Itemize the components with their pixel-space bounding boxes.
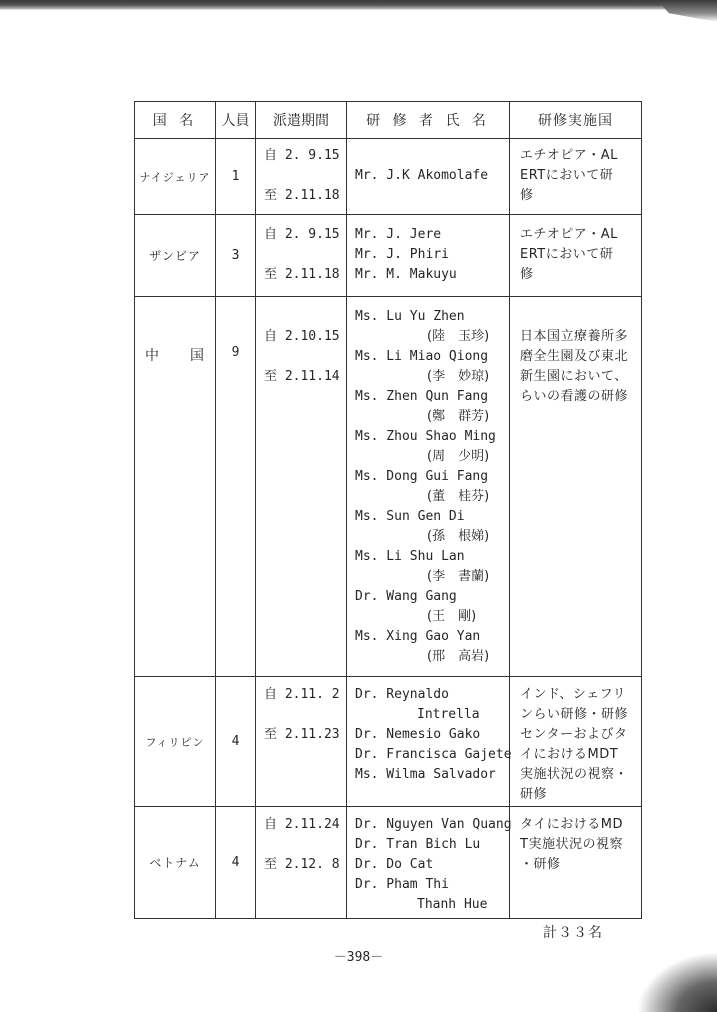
scan-edge-corner-top-right bbox=[657, 0, 717, 22]
place-line: 修 bbox=[520, 188, 534, 203]
count-cell: 4 bbox=[216, 677, 256, 807]
period-to: 至 2.12. 8 bbox=[264, 857, 340, 872]
place-cell bbox=[510, 807, 642, 919]
name-line: Ms. Li Miao Qiong bbox=[355, 349, 489, 364]
period-cell bbox=[256, 677, 347, 807]
name-line: Dr. Pham Thi bbox=[355, 877, 449, 892]
name-line: Dr. Reynaldo bbox=[355, 687, 449, 702]
period-to: 至 2.11.18 bbox=[264, 188, 340, 203]
place-cell bbox=[510, 139, 642, 215]
name-line: Dr. Francisca Gajete bbox=[355, 747, 512, 762]
trainee-roster-table bbox=[134, 101, 642, 919]
name-kanji-line: (李 書蘭) bbox=[427, 569, 490, 584]
period-from: 自 2. 9.15 bbox=[264, 227, 340, 242]
page-number: －398－ bbox=[333, 950, 384, 965]
period-from: 自 2.11. 2 bbox=[264, 687, 340, 702]
period-from: 自 2. 9.15 bbox=[264, 148, 340, 163]
total-count: 計３３名 bbox=[543, 925, 603, 941]
period-to: 至 2.11.14 bbox=[264, 369, 340, 384]
place-line: エチオピア・AL bbox=[520, 227, 618, 242]
period-cell bbox=[256, 807, 347, 919]
place-line: 修 bbox=[520, 267, 534, 282]
name-line: Dr. Do Cat bbox=[355, 857, 434, 872]
place-line: ・研修 bbox=[520, 857, 561, 872]
name-line: Ms. Dong Gui Fang bbox=[355, 469, 489, 484]
table-row bbox=[135, 677, 642, 807]
header-place: 研修実施国 bbox=[510, 102, 642, 139]
names-cell bbox=[347, 677, 510, 807]
name-line: Mr. J. Phiri bbox=[355, 247, 449, 262]
table-row bbox=[135, 215, 642, 297]
count-cell: 3 bbox=[216, 215, 256, 297]
place-line: ERTにおいて研 bbox=[520, 168, 614, 183]
place-cell bbox=[510, 215, 642, 297]
name-kanji-line: (邢 高岩) bbox=[427, 649, 490, 664]
country-cell: ベトナム bbox=[135, 807, 216, 919]
period-from: 自 2.10.15 bbox=[264, 329, 340, 344]
name-kanji-line: (董 桂芬) bbox=[427, 489, 490, 504]
name-kanji-line: (鄭 群芳) bbox=[427, 409, 490, 424]
place-line: 磨全生園及び東北 bbox=[520, 349, 629, 364]
name-line: Ms. Wilma Salvador bbox=[355, 767, 496, 782]
place-line: 研修 bbox=[520, 787, 548, 802]
place-line: 新生園において、 bbox=[520, 369, 628, 384]
name-line: Dr. Wang Gang bbox=[355, 589, 457, 604]
scan-edge-top bbox=[0, 0, 717, 10]
country-cell: 中 国 bbox=[135, 297, 216, 677]
header-country: 国 名 bbox=[135, 102, 216, 139]
table-row bbox=[135, 297, 642, 677]
names-cell bbox=[347, 807, 510, 919]
name-line: Dr. Tran Bich Lu bbox=[355, 837, 481, 852]
place-line: T実施状況の視察 bbox=[520, 837, 623, 852]
name-line bbox=[347, 146, 509, 166]
name-kanji-line: (李 妙琼) bbox=[427, 369, 490, 384]
period-to: 至 2.11.23 bbox=[264, 727, 340, 742]
place-cell bbox=[510, 297, 642, 677]
names-cell bbox=[347, 297, 510, 677]
table-header-row bbox=[135, 102, 642, 139]
names-cell bbox=[347, 139, 510, 215]
place-line: タイにおけるMD bbox=[520, 817, 623, 832]
header-count: 人員 bbox=[216, 102, 256, 139]
name-kanji-line: (王 剛) bbox=[427, 609, 477, 624]
name-line: Ms. Zhou Shao Ming bbox=[355, 429, 496, 444]
table-row bbox=[135, 807, 642, 919]
place-line: ンらい研修・研修 bbox=[520, 707, 629, 722]
name-line: Mr. M. Makuyu bbox=[355, 267, 457, 282]
name-kanji-line: (陸 玉珍) bbox=[427, 329, 490, 344]
period-cell bbox=[256, 139, 347, 215]
table-row bbox=[135, 139, 642, 215]
header-names: 研 修 者 氏 名 bbox=[347, 102, 510, 139]
place-line: 日本国立療養所多 bbox=[520, 329, 629, 344]
name-line: Mr. J.K Akomolafe bbox=[355, 168, 489, 183]
names-cell bbox=[347, 215, 510, 297]
period-from: 自 2.11.24 bbox=[264, 817, 340, 832]
place-line: イにおけるMDT bbox=[520, 747, 619, 762]
header-period: 派遣期間 bbox=[256, 102, 347, 139]
name-line: Dr. Nemesio Gako bbox=[355, 727, 481, 742]
name-line: Ms. Li Shu Lan bbox=[355, 549, 465, 564]
place-line: 実施状況の視察・ bbox=[520, 767, 629, 782]
name-line: Ms. Xing Gao Yan bbox=[355, 629, 481, 644]
name-line: Ms. Sun Gen Di bbox=[355, 509, 465, 524]
name-line: Ms. Zhen Qun Fang bbox=[355, 389, 489, 404]
name-line: Dr. Nguyen Van Quang bbox=[355, 817, 512, 832]
place-line: センターおよびタ bbox=[520, 727, 628, 742]
count-cell: 9 bbox=[216, 297, 256, 677]
period-cell bbox=[256, 297, 347, 677]
name-line: Intrella bbox=[417, 707, 480, 722]
country-cell: ナイジェリア bbox=[135, 139, 216, 215]
place-line: らいの看護の研修 bbox=[520, 389, 629, 404]
name-line: Thanh Hue bbox=[417, 897, 488, 912]
place-cell bbox=[510, 677, 642, 807]
name-kanji-line: (孫 根娣) bbox=[427, 529, 490, 544]
count-cell: 1 bbox=[216, 139, 256, 215]
name-kanji-line: (周 少明) bbox=[427, 449, 490, 464]
period-cell bbox=[256, 215, 347, 297]
place-line: エチオピア・AL bbox=[520, 148, 618, 163]
country-cell: フィリピン bbox=[135, 677, 216, 807]
period-to: 至 2.11.18 bbox=[264, 267, 340, 282]
count-cell: 4 bbox=[216, 807, 256, 919]
place-line: ERTにおいて研 bbox=[520, 247, 614, 262]
name-line: Mr. J. Jere bbox=[355, 227, 442, 242]
country-cell: ザンビア bbox=[135, 215, 216, 297]
place-line: インド、シェフリ bbox=[520, 687, 627, 702]
name-line: Ms. Lu Yu Zhen bbox=[355, 309, 465, 324]
